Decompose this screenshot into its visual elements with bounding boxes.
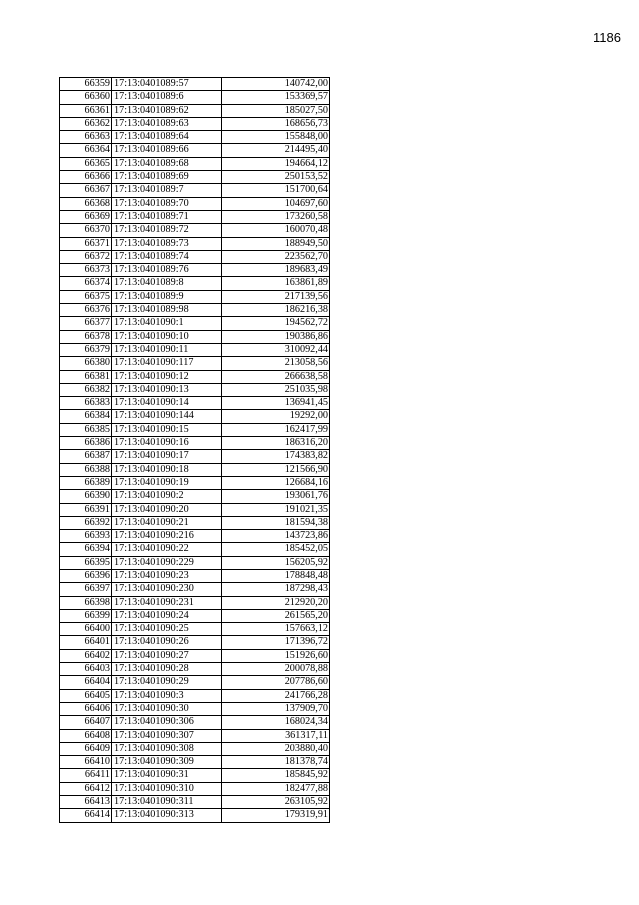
cadastral-value-cell: 185027,50 <box>222 104 330 117</box>
table-row <box>60 343 330 356</box>
cadastral-value-cell: 223562,70 <box>222 250 330 263</box>
cadastral-number-cell: 17:13:0401089:76 <box>112 264 222 277</box>
cadastral-value-cell: 181378,74 <box>222 756 330 769</box>
row-number-cell: 66413 <box>60 796 112 809</box>
table-row <box>60 237 330 250</box>
page-number: 1186 <box>593 30 621 45</box>
cadastral-number-cell: 17:13:0401090:117 <box>112 357 222 370</box>
cadastral-number-cell: 17:13:0401090:16 <box>112 437 222 450</box>
row-number-cell: 66376 <box>60 304 112 317</box>
table-row <box>60 104 330 117</box>
cadastral-value-cell: 191021,35 <box>222 503 330 516</box>
table-row <box>60 583 330 596</box>
cadastral-number-cell: 17:13:0401089:57 <box>112 78 222 91</box>
table-row <box>60 330 330 343</box>
cadastral-number-cell: 17:13:0401090:308 <box>112 742 222 755</box>
cadastral-number-cell: 17:13:0401090:3 <box>112 689 222 702</box>
table-row <box>60 78 330 91</box>
cadastral-value-cell: 168024,34 <box>222 716 330 729</box>
table-row <box>60 756 330 769</box>
table-row <box>60 131 330 144</box>
cadastral-value-cell: 162417,99 <box>222 423 330 436</box>
table-row <box>60 450 330 463</box>
row-number-cell: 66388 <box>60 463 112 476</box>
cadastral-value-cell: 241766,28 <box>222 689 330 702</box>
cadastral-number-cell: 17:13:0401089:8 <box>112 277 222 290</box>
cadastral-value-cell: 151700,64 <box>222 184 330 197</box>
cadastral-number-cell: 17:13:0401089:66 <box>112 144 222 157</box>
cadastral-number-cell: 17:13:0401090:12 <box>112 370 222 383</box>
table-row <box>60 264 330 277</box>
row-number-cell: 66396 <box>60 569 112 582</box>
cadastral-number-cell: 17:13:0401089:70 <box>112 197 222 210</box>
row-number-cell: 66397 <box>60 583 112 596</box>
table-row <box>60 144 330 157</box>
cadastral-value-cell: 160070,48 <box>222 224 330 237</box>
cadastral-number-cell: 17:13:0401090:24 <box>112 609 222 622</box>
cadastral-number-cell: 17:13:0401089:71 <box>112 210 222 223</box>
cadastral-number-cell: 17:13:0401090:28 <box>112 663 222 676</box>
cadastral-number-cell: 17:13:0401090:216 <box>112 530 222 543</box>
cadastral-value-cell: 155848,00 <box>222 131 330 144</box>
row-number-cell: 66406 <box>60 702 112 715</box>
row-number-cell: 66386 <box>60 437 112 450</box>
cadastral-value-cell: 163861,89 <box>222 277 330 290</box>
row-number-cell: 66373 <box>60 264 112 277</box>
cadastral-value-cell: 193061,76 <box>222 490 330 503</box>
cadastral-value-cell: 156205,92 <box>222 556 330 569</box>
cadastral-value-cell: 200078,88 <box>222 663 330 676</box>
table-row <box>60 623 330 636</box>
row-number-cell: 66381 <box>60 370 112 383</box>
table-row <box>60 530 330 543</box>
row-number-cell: 66398 <box>60 596 112 609</box>
row-number-cell: 66382 <box>60 383 112 396</box>
row-number-cell: 66365 <box>60 157 112 170</box>
cadastral-value-cell: 263105,92 <box>222 796 330 809</box>
table-row <box>60 157 330 170</box>
cadastral-value-cell: 19292,00 <box>222 410 330 423</box>
cadastral-value-cell: 168656,73 <box>222 117 330 130</box>
cadastral-number-cell: 17:13:0401089:74 <box>112 250 222 263</box>
table-row <box>60 357 330 370</box>
row-number-cell: 66399 <box>60 609 112 622</box>
row-number-cell: 66409 <box>60 742 112 755</box>
cadastral-number-cell: 17:13:0401090:31 <box>112 769 222 782</box>
cadastral-number-cell: 17:13:0401090:22 <box>112 543 222 556</box>
cadastral-value-cell: 171396,72 <box>222 636 330 649</box>
cadastral-number-cell: 17:13:0401090:14 <box>112 397 222 410</box>
cadastral-value-cell: 188949,50 <box>222 237 330 250</box>
row-number-cell: 66387 <box>60 450 112 463</box>
table-row <box>60 317 330 330</box>
cadastral-value-cell: 173260,58 <box>222 210 330 223</box>
cadastral-number-cell: 17:13:0401090:17 <box>112 450 222 463</box>
cadastral-number-cell: 17:13:0401089:9 <box>112 290 222 303</box>
cadastral-number-cell: 17:13:0401090:10 <box>112 330 222 343</box>
table-row <box>60 543 330 556</box>
cadastral-value-cell: 361317,11 <box>222 729 330 742</box>
table-row <box>60 809 330 822</box>
row-number-cell: 66403 <box>60 663 112 676</box>
row-number-cell: 66366 <box>60 171 112 184</box>
cadastral-number-cell: 17:13:0401090:2 <box>112 490 222 503</box>
cadastral-value-cell: 182477,88 <box>222 782 330 795</box>
table-row <box>60 729 330 742</box>
row-number-cell: 66414 <box>60 809 112 822</box>
table-row <box>60 463 330 476</box>
row-number-cell: 66361 <box>60 104 112 117</box>
cadastral-value-cell: 185452,05 <box>222 543 330 556</box>
row-number-cell: 66363 <box>60 131 112 144</box>
table-row <box>60 716 330 729</box>
table-row <box>60 503 330 516</box>
cadastral-value-cell: 151926,60 <box>222 649 330 662</box>
row-number-cell: 66377 <box>60 317 112 330</box>
row-number-cell: 66367 <box>60 184 112 197</box>
cadastral-number-cell: 17:13:0401090:27 <box>112 649 222 662</box>
cadastral-value-cell: 126684,16 <box>222 476 330 489</box>
cadastral-number-cell: 17:13:0401090:309 <box>112 756 222 769</box>
row-number-cell: 66394 <box>60 543 112 556</box>
cadastral-value-cell: 190386,86 <box>222 330 330 343</box>
table-row <box>60 197 330 210</box>
row-number-cell: 66392 <box>60 516 112 529</box>
table-row <box>60 649 330 662</box>
row-number-cell: 66390 <box>60 490 112 503</box>
table-row <box>60 423 330 436</box>
table-row <box>60 689 330 702</box>
cadastral-number-cell: 17:13:0401090:19 <box>112 476 222 489</box>
row-number-cell: 66370 <box>60 224 112 237</box>
cadastral-number-cell: 17:13:0401089:72 <box>112 224 222 237</box>
cadastral-value-cell: 203880,40 <box>222 742 330 755</box>
cadastral-number-cell: 17:13:0401089:69 <box>112 171 222 184</box>
row-number-cell: 66364 <box>60 144 112 157</box>
cadastral-number-cell: 17:13:0401090:231 <box>112 596 222 609</box>
row-number-cell: 66380 <box>60 357 112 370</box>
row-number-cell: 66359 <box>60 78 112 91</box>
cadastral-value-cell: 213058,56 <box>222 357 330 370</box>
table-row <box>60 304 330 317</box>
cadastral-number-cell: 17:13:0401090:26 <box>112 636 222 649</box>
cadastral-value-cell: 261565,20 <box>222 609 330 622</box>
table-row <box>60 410 330 423</box>
table-row <box>60 556 330 569</box>
cadastral-value-cell: 104697,60 <box>222 197 330 210</box>
table-row <box>60 769 330 782</box>
row-number-cell: 66378 <box>60 330 112 343</box>
row-number-cell: 66401 <box>60 636 112 649</box>
row-number-cell: 66393 <box>60 530 112 543</box>
cadastral-value-cell: 179319,91 <box>222 809 330 822</box>
row-number-cell: 66383 <box>60 397 112 410</box>
cadastral-number-cell: 17:13:0401090:310 <box>112 782 222 795</box>
table-row <box>60 397 330 410</box>
row-number-cell: 66369 <box>60 210 112 223</box>
cadastral-value-cell: 251035,98 <box>222 383 330 396</box>
cadastral-number-cell: 17:13:0401090:25 <box>112 623 222 636</box>
row-number-cell: 66411 <box>60 769 112 782</box>
cadastral-value-table <box>59 77 330 823</box>
row-number-cell: 66372 <box>60 250 112 263</box>
cadastral-number-cell: 17:13:0401090:20 <box>112 503 222 516</box>
row-number-cell: 66402 <box>60 649 112 662</box>
cadastral-number-cell: 17:13:0401090:313 <box>112 809 222 822</box>
table-row <box>60 596 330 609</box>
cadastral-number-cell: 17:13:0401089:68 <box>112 157 222 170</box>
cadastral-value-cell: 143723,86 <box>222 530 330 543</box>
table-row <box>60 742 330 755</box>
cadastral-value-cell: 250153,52 <box>222 171 330 184</box>
cadastral-number-cell: 17:13:0401090:311 <box>112 796 222 809</box>
cadastral-value-cell: 185845,92 <box>222 769 330 782</box>
row-number-cell: 66362 <box>60 117 112 130</box>
cadastral-number-cell: 17:13:0401089:63 <box>112 117 222 130</box>
table-row <box>60 184 330 197</box>
table-row <box>60 796 330 809</box>
table-row <box>60 91 330 104</box>
cadastral-number-cell: 17:13:0401090:15 <box>112 423 222 436</box>
cadastral-number-cell: 17:13:0401089:73 <box>112 237 222 250</box>
table-row <box>60 290 330 303</box>
cadastral-number-cell: 17:13:0401090:230 <box>112 583 222 596</box>
cadastral-value-cell: 153369,57 <box>222 91 330 104</box>
cadastral-value-cell: 194562,72 <box>222 317 330 330</box>
cadastral-number-cell: 17:13:0401090:23 <box>112 569 222 582</box>
cadastral-value-cell: 266638,58 <box>222 370 330 383</box>
table-row <box>60 383 330 396</box>
cadastral-number-cell: 17:13:0401090:144 <box>112 410 222 423</box>
table-row <box>60 609 330 622</box>
table-row <box>60 476 330 489</box>
table-row <box>60 370 330 383</box>
row-number-cell: 66410 <box>60 756 112 769</box>
row-number-cell: 66389 <box>60 476 112 489</box>
row-number-cell: 66391 <box>60 503 112 516</box>
cadastral-number-cell: 17:13:0401090:18 <box>112 463 222 476</box>
row-number-cell: 66371 <box>60 237 112 250</box>
row-number-cell: 66368 <box>60 197 112 210</box>
row-number-cell: 66384 <box>60 410 112 423</box>
cadastral-value-cell: 186316,20 <box>222 437 330 450</box>
cadastral-number-cell: 17:13:0401090:13 <box>112 383 222 396</box>
cadastral-value-cell: 137909,70 <box>222 702 330 715</box>
cadastral-number-cell: 17:13:0401090:11 <box>112 343 222 356</box>
cadastral-number-cell: 17:13:0401090:1 <box>112 317 222 330</box>
row-number-cell: 66360 <box>60 91 112 104</box>
cadastral-value-cell: 310092,44 <box>222 343 330 356</box>
table-row <box>60 782 330 795</box>
table-row <box>60 117 330 130</box>
cadastral-number-cell: 17:13:0401089:64 <box>112 131 222 144</box>
table-row <box>60 663 330 676</box>
row-number-cell: 66385 <box>60 423 112 436</box>
cadastral-value-cell: 178848,48 <box>222 569 330 582</box>
cadastral-value-cell: 157663,12 <box>222 623 330 636</box>
row-number-cell: 66374 <box>60 277 112 290</box>
cadastral-value-cell: 217139,56 <box>222 290 330 303</box>
table-row <box>60 250 330 263</box>
cadastral-number-cell: 17:13:0401089:62 <box>112 104 222 117</box>
row-number-cell: 66408 <box>60 729 112 742</box>
cadastral-number-cell: 17:13:0401090:229 <box>112 556 222 569</box>
row-number-cell: 66375 <box>60 290 112 303</box>
table-row <box>60 636 330 649</box>
table-row <box>60 702 330 715</box>
table-row <box>60 490 330 503</box>
cadastral-value-cell: 181594,38 <box>222 516 330 529</box>
table-row <box>60 171 330 184</box>
cadastral-number-cell: 17:13:0401089:98 <box>112 304 222 317</box>
cadastral-value-cell: 187298,43 <box>222 583 330 596</box>
cadastral-number-cell: 17:13:0401090:29 <box>112 676 222 689</box>
table-row <box>60 569 330 582</box>
cadastral-value-cell: 189683,49 <box>222 264 330 277</box>
table-row <box>60 516 330 529</box>
table-row <box>60 277 330 290</box>
cadastral-value-cell: 174383,82 <box>222 450 330 463</box>
cadastral-number-cell: 17:13:0401089:6 <box>112 91 222 104</box>
table-row <box>60 210 330 223</box>
table-row <box>60 224 330 237</box>
row-number-cell: 66379 <box>60 343 112 356</box>
table-row <box>60 437 330 450</box>
row-number-cell: 66407 <box>60 716 112 729</box>
row-number-cell: 66395 <box>60 556 112 569</box>
table-body <box>60 78 330 823</box>
row-number-cell: 66404 <box>60 676 112 689</box>
cadastral-value-cell: 140742,00 <box>222 78 330 91</box>
cadastral-number-cell: 17:13:0401090:30 <box>112 702 222 715</box>
cadastral-value-cell: 212920,20 <box>222 596 330 609</box>
cadastral-number-cell: 17:13:0401090:306 <box>112 716 222 729</box>
table-row <box>60 676 330 689</box>
cadastral-value-cell: 136941,45 <box>222 397 330 410</box>
cadastral-value-cell: 121566,90 <box>222 463 330 476</box>
cadastral-value-cell: 207786,60 <box>222 676 330 689</box>
cadastral-value-cell: 194664,12 <box>222 157 330 170</box>
cadastral-number-cell: 17:13:0401089:7 <box>112 184 222 197</box>
cadastral-value-cell: 186216,38 <box>222 304 330 317</box>
row-number-cell: 66412 <box>60 782 112 795</box>
row-number-cell: 66405 <box>60 689 112 702</box>
row-number-cell: 66400 <box>60 623 112 636</box>
cadastral-number-cell: 17:13:0401090:21 <box>112 516 222 529</box>
cadastral-value-cell: 214495,40 <box>222 144 330 157</box>
cadastral-number-cell: 17:13:0401090:307 <box>112 729 222 742</box>
